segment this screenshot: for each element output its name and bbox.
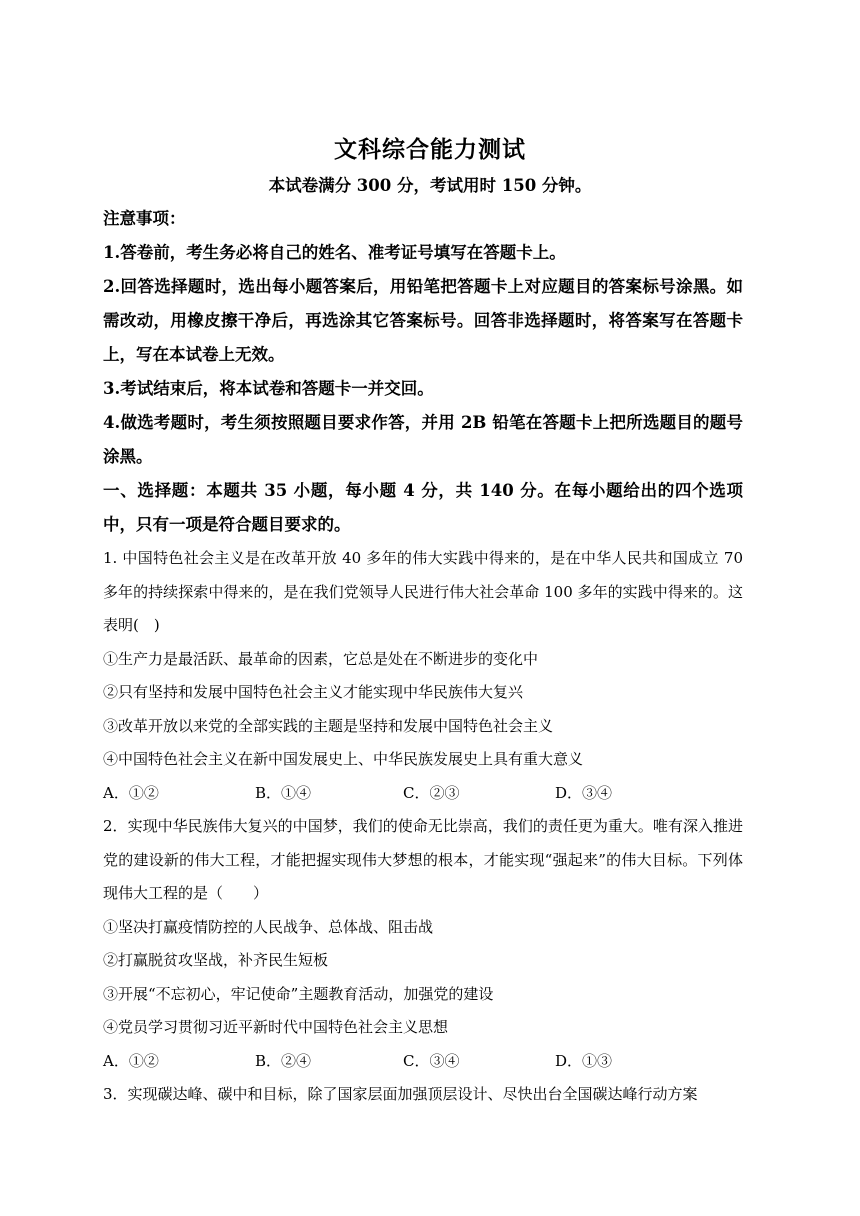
- statement-item: ④党员学习贯彻习近平新时代中国特色社会主义思想: [103, 1018, 449, 1036]
- question-1: [103, 542, 743, 810]
- answer-choices: [103, 777, 743, 811]
- statement-item: ④中国特色社会主义在新中国发展史上、中华民族发展史上具有重大意义: [103, 750, 584, 768]
- statement-item: ③开展“不忘初心，牢记使命”主题教育活动，加强党的建设: [103, 984, 494, 1003]
- choice-a: A．①②: [103, 783, 159, 802]
- question-3: [103, 1078, 743, 1112]
- page-title: 文科综合能力测试: [334, 136, 526, 163]
- question-stem: 2．实现中华民族伟大复兴的中国梦，我们的使命无比崇高，我们的责任更为重大。唯有深入推进党的建设新的伟大工程，才能把握实现伟大梦想的根本，才能实现“强起来”的伟大目标。下列体现伟大工程的是（ ）: [103, 817, 743, 902]
- question-stem: 1. 中国特色社会主义是在改革开放 40 多年的伟大实践中得来的，是在中华人民共和国成立 70 多年的持续探索中得来的，是在我们党领导人民进行伟大社会革命 100 多年的实践中得来的。这表明( ): [103, 549, 743, 634]
- statement-item: ①生产力是最活跃、最革命的因素，它总是处在不断进步的变化中: [103, 649, 539, 668]
- notice-item-1: 1.答卷前，考生务必将自己的姓名、准考证号填写在答题卡上。: [103, 243, 566, 262]
- answer-choices: [103, 1045, 743, 1079]
- choice-c: C．③④: [403, 1051, 460, 1070]
- question-2: [103, 810, 743, 1078]
- notice-heading: 注意事项：: [103, 209, 186, 228]
- choice-b: B．①④: [255, 783, 312, 802]
- choice-d: D．①③: [555, 1051, 613, 1070]
- statement-item: ②只有坚持和发展中国特色社会主义才能实现中华民族伟大复兴: [103, 683, 524, 701]
- exam-page: [103, 130, 743, 1112]
- choice-a: A．①②: [103, 1051, 159, 1070]
- statement-item: ①坚决打赢疫情防控的人民战争、总体战、阻击战: [103, 917, 434, 936]
- choice-b: B．②④: [255, 1051, 312, 1070]
- notice-item-3: 3.考试结束后，将本试卷和答题卡一并交回。: [103, 379, 434, 398]
- notice-item-4: 4.做选考题时，考生须按照题目要求作答，并用 2B 铅笔在答题卡上把所选题目的题号涂黑。: [103, 413, 743, 466]
- statement-item: ③改革开放以来党的全部实践的主题是坚持和发展中国特色社会主义: [103, 716, 554, 735]
- statement-item: ②打赢脱贫攻坚战，补齐民生短板: [103, 951, 329, 969]
- section-heading: 一、选择题：本题共 35 小题，每小题 4 分，共 140 分。在每小题给出的四个选项中，只有一项是符合题目要求的。: [103, 481, 743, 534]
- exam-subtitle: 本试卷满分 300 分，考试用时 150 分钟。: [268, 176, 592, 195]
- notice-section: [103, 202, 743, 474]
- choice-c: C．②③: [403, 783, 460, 802]
- question-stem: 3．实现碳达峰、碳中和目标，除了国家层面加强顶层设计、尽快出台全国碳达峰行动方案: [103, 1085, 698, 1103]
- choice-d: D．③④: [555, 783, 613, 802]
- notice-item-2: 2.回答选择题时，选出每小题答案后，用铅笔把答题卡上对应题目的答案标号涂黑。如需改动，用橡皮擦干净后，再选涂其它答案标号。回答非选择题时，将答案写在答题卡上，写在本试卷上无效。: [103, 277, 743, 364]
